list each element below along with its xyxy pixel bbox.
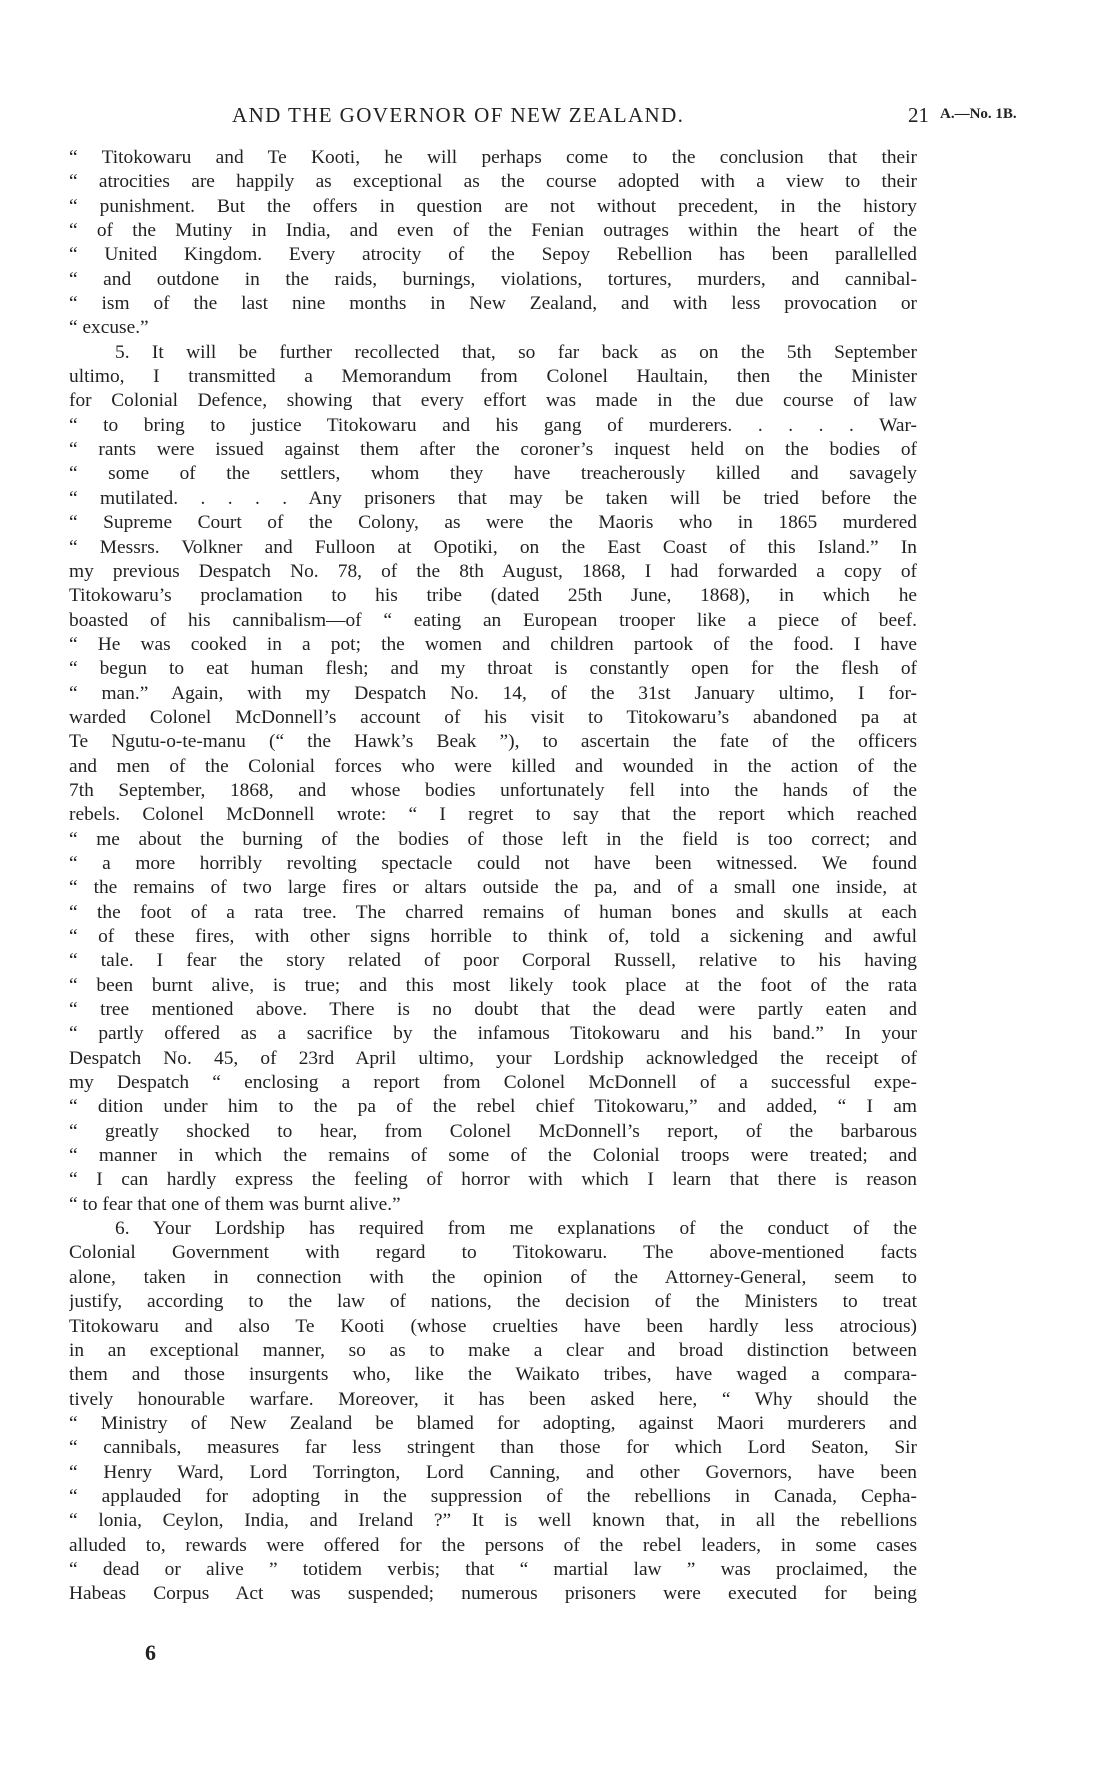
text-line: “ the remains of two large fires or altars outside the pa, and of a small one inside, at (69, 877, 917, 899)
text-line: my previous Despatch No. 78, of the 8th August, 1868, I had forwarded a copy of (69, 560, 917, 582)
paper-reference: A.—No. 1B. (940, 106, 1017, 122)
text-line: in an exceptional manner, so as to make a clear and broad distinction between (69, 1339, 917, 1361)
text-line: “ partly offered as a sacrifice by the infamous Titokowaru and his band.” In your (69, 1023, 917, 1045)
text-line: “ of the Mutiny in India, and even of the Fenian outrages within the heart of the (69, 220, 917, 242)
body-text (69, 146, 917, 1607)
page-header (0, 103, 1114, 131)
text-line: “ He was cooked in a pot; the women and children partook of the food. I have (69, 633, 917, 655)
text-line: “ begun to eat human flesh; and my throat is constantly open for the flesh of (69, 658, 917, 680)
text-line: “ been burnt alive, is true; and this most likely took place at the foot of the rata (69, 974, 917, 996)
text-line: “ and outdone in the raids, burnings, violations, tortures, murders, and cannibal- (69, 268, 917, 290)
running-title: AND THE GOVERNOR OF NEW ZEALAND. (232, 103, 685, 127)
text-line: “ tree mentioned above. There is no doubt that the dead were partly eaten and (69, 999, 917, 1021)
text-line: “ United Kingdom. Every atrocity of the Sepoy Rebellion has been parallelled (69, 244, 917, 266)
text-line: Colonial Government with regard to Titokowaru. The above-mentioned facts (69, 1242, 917, 1264)
text-line: “ mutilated. . . . . Any prisoners that may be taken will be tried before the (69, 487, 917, 509)
text-line: my Despatch “ enclosing a report from Colonel McDonnell of a successful expe- (69, 1072, 917, 1094)
text-line: rebels. Colonel McDonnell wrote: “ I regret to say that the report which reached (69, 804, 917, 826)
text-line: “ Messrs. Volkner and Fulloon at Opotiki, on the East Coast of this Island.” In (69, 536, 917, 558)
text-line: Habeas Corpus Act was suspended; numerous prisoners were executed for being (69, 1583, 917, 1605)
text-line: tively honourable warfare. Moreover, it has been asked here, “ Why should the (69, 1388, 917, 1410)
text-line: 7th September, 1868, and whose bodies unfortunately fell into the hands of the (69, 779, 917, 801)
text-line: alluded to, rewards were offered for the persons of the rebel leaders, in some cases (69, 1534, 917, 1556)
text-line: “ excuse.” (69, 317, 149, 339)
text-line: “ the foot of a rata tree. The charred remains of human bones and skulls at each (69, 901, 917, 923)
text-line: warded Colonel McDonnell’s account of his visit to Titokowaru’s abandoned pa at (69, 706, 917, 728)
text-line: “ me about the burning of the bodies of those left in the field is too correct; and (69, 828, 917, 850)
text-line: Te Ngutu-o-te-manu (“ the Hawk’s Beak ”), to ascertain the fate of the officers (69, 731, 917, 753)
text-line: justify, according to the law of nations, the decision of the Ministers to treat (69, 1291, 917, 1313)
text-line: “ manner in which the remains of some of the Colonial troops were treated; and (69, 1145, 917, 1167)
page-number: 21 (908, 103, 929, 127)
text-line: “ Henry Ward, Lord Torrington, Lord Canning, and other Governors, have been (69, 1461, 917, 1483)
text-line: “ Supreme Court of the Colony, as were the Maoris who in 1865 murdered (69, 512, 917, 534)
text-line: “ to fear that one of them was burnt alive.” (69, 1193, 401, 1215)
text-line: “ cannibals, measures far less stringent than those for which Lord Seaton, Sir (69, 1437, 917, 1459)
text-line: “ dition under him to the pa of the rebel chief Titokowaru,” and added, “ I am (69, 1096, 917, 1118)
text-line: “ ism of the last nine months in New Zealand, and with less provocation or (69, 293, 917, 315)
text-line: “ tale. I fear the story related of poor Corporal Russell, relative to his having (69, 950, 917, 972)
text-line: “ dead or alive ” totidem verbis; that “ martial law ” was proclaimed, the (69, 1558, 917, 1580)
text-line: “ punishment. But the offers in question are not without precedent, in the history (69, 195, 917, 217)
text-line: boasted of his cannibalism—of “ eating an European trooper like a piece of beef. (69, 609, 917, 631)
text-line: ultimo, I transmitted a Memorandum from Colonel Haultain, then the Minister (69, 366, 917, 388)
text-line: alone, taken in connection with the opinion of the Attorney-General, seem to (69, 1266, 917, 1288)
text-line: “ I can hardly express the feeling of horror with which I learn that there is reason (69, 1169, 917, 1191)
text-line: “ lonia, Ceylon, India, and Ireland ?” It is well known that, in all the rebellions (69, 1510, 917, 1532)
text-line: for Colonial Defence, showing that every effort was made in the due course of law (69, 390, 917, 412)
text-line: “ Ministry of New Zealand be blamed for adopting, against Maori murderers and (69, 1412, 917, 1434)
text-line: “ to bring to justice Titokowaru and his gang of murderers. . . . . War- (69, 414, 917, 436)
text-line: Despatch No. 45, of 23rd April ultimo, your Lordship acknowledged the receipt of (69, 1047, 917, 1069)
text-line: “ man.” Again, with my Despatch No. 14, of the 31st January ultimo, I for- (69, 682, 917, 704)
signature-mark: 6 (145, 1640, 156, 1665)
text-line: Titokowaru and also Te Kooti (whose cruelties have been hardly less atrocious) (69, 1315, 917, 1337)
text-line: “ some of the settlers, whom they have treacherously killed and savagely (69, 463, 917, 485)
paragraph-5-start: 5. It will be further recollected that, so far back as on the 5th September (115, 341, 917, 363)
text-line: Titokowaru’s proclamation to his tribe (dated 25th June, 1868), in which he (69, 585, 917, 607)
text-line: and men of the Colonial forces who were killed and wounded in the action of the (69, 755, 917, 777)
text-line: “ atrocities are happily as exceptional as the course adopted with a view to their (69, 171, 917, 193)
paragraph-6-start: 6. Your Lordship has required from me explanations of the conduct of the (115, 1218, 917, 1240)
text-line: “ greatly shocked to hear, from Colonel McDonnell’s report, of the barbarous (69, 1120, 917, 1142)
text-line: “ of these fires, with other signs horrible to think of, told a sickening and awful (69, 926, 917, 947)
text-line: “ rants were issued against them after the coroner’s inquest held on the bodies of (69, 439, 917, 461)
text-line: “ applauded for adopting in the suppression of the rebellions in Canada, Cepha- (69, 1485, 917, 1507)
text-line: “ Titokowaru and Te Kooti, he will perhaps come to the conclusion that their (69, 147, 917, 168)
text-line: them and those insurgents who, like the Waikato tribes, have waged a compara- (69, 1364, 917, 1386)
text-line: “ a more horribly revolting spectacle could not have been witnessed. We found (69, 852, 917, 874)
